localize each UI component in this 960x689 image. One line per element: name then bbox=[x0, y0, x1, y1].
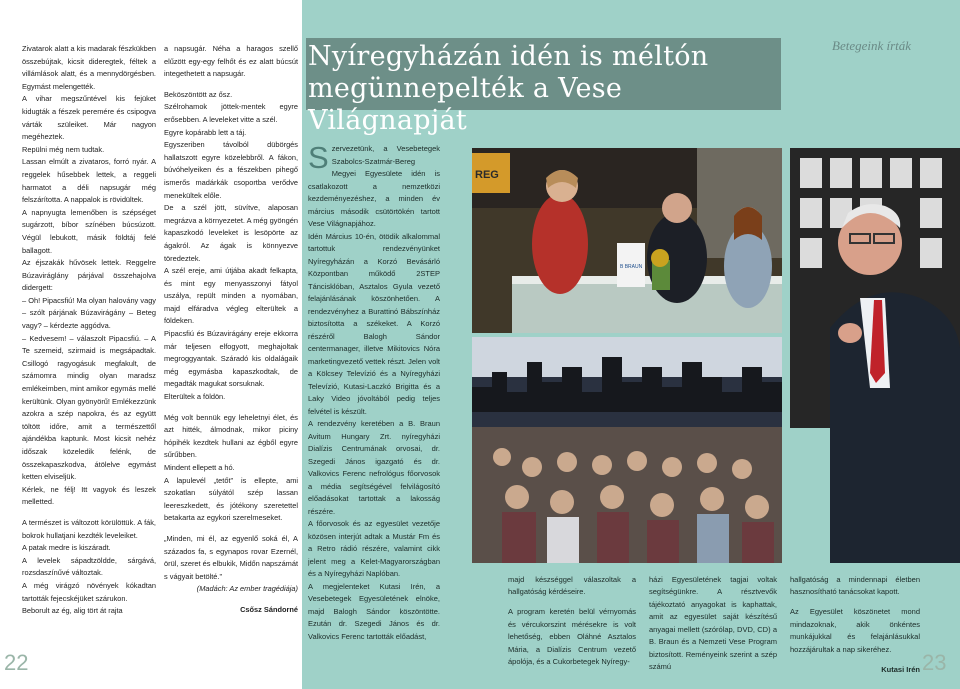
paragraph: Mindent ellepett a hó. bbox=[164, 463, 235, 472]
paragraph: A vihar megszűntével kis fejüket kidugták a fészek peremére és csipogva várták szüleiket. Már nagyon megéheztek. bbox=[22, 94, 156, 142]
paragraph: Kérlek, ne félj! Itt vagyok és leszek melletted. bbox=[22, 484, 156, 507]
paragraph: A rendezvény keretében a B. Braun Avitum Hungary Zrt. nyíregyházi Dialízis Centrumának orvosai, dr. Szegedi János igazgató és dr. Valkovics Ferenc nefrológus főorvosok a média segítségével felvilágosító előadásokat tartottak a lakosság részére. bbox=[308, 419, 440, 516]
section-label: Betegeink írták bbox=[832, 38, 912, 53]
paragraph: Pipacsfiú és Búzavirágány ereje ekkorra már teljesen elfogyott, meghajoltak megroggyantak. Száradó kis oldalágaik még egymásba kapaszkodtak, de megadták magukat sorsuknak. bbox=[164, 329, 298, 389]
paragraph: Egyre kopárabb lett a táj. bbox=[164, 127, 247, 137]
paragraph: Idén Március 10-én, ötödik alkalommal tartottuk rendezvényünket Nyíregyházán a Korzó Bevásárló Központban működő 2STEP Táncisklóban, Asztalos Gyula vezető felajánlásának köszönhetően. A rendezvényhez a Burattinó Bábszínház biztosította a székeket. A Korzó részéről Balogh Sándor centermanager, illetve Mikitovics Nóra marketingvezető vettek részt. Jelen volt a Kölcsey Televízió és a Nyíregyházi Televízió, Kutasi-Laczkó Brigitta és a Laky Video jóvoltából pedig teljes felvétel is készült. bbox=[308, 231, 440, 416]
paragraph: A megjelenteket Kutasi Irén, a Vesebetegek Egyesületének elnöke, majd Balogh Sándor köszöntötte. Ezután dr. Szegedi János és dr. Valkovics Ferenc tartották előadást, bbox=[308, 581, 440, 641]
article-bottom-column-2 bbox=[649, 566, 777, 681]
poem-quote: „Minden, mi él, az egyenlő soká él, A százados fa, s egynapos rovar Ezernél, örül, szeret és elbukik, Midőn napszámát s vágyait betölté.” bbox=[164, 533, 298, 581]
paragraph bbox=[308, 143, 440, 231]
braun-sign-text: B BRAUN bbox=[620, 264, 643, 270]
title-line-2: megünnepelték a Vese Világnapját bbox=[308, 73, 623, 136]
paragraph: Zivatarok alatt a kis madarak fészkükben összebújtak, kicsit dideregtek, féltek a villámlások alatt, és a mennydörgésben. Egymást melengették. bbox=[22, 44, 156, 91]
title-line-1: Nyíregyházán idén is méltón bbox=[308, 41, 709, 72]
author-signature: Csősz Sándorné bbox=[240, 604, 298, 614]
page-number-left: 22 bbox=[4, 650, 29, 675]
paragraph: A főorvosok és az egyesület vezetője közösen interjút adtak a Mustár Fm és a Retro rádió részére, valamint cikk jelent meg a Kelet-Magyarországban és a Nyíregyházi Naplóban. bbox=[308, 519, 440, 578]
paragraph: A napnyugta lemenőben is szépséget sugárzott, bíbor színében búcsúzott. Végül lebukott, másik földtáj felé ballagott. bbox=[22, 207, 156, 255]
paragraph: Egyszeriben távolból dübörgés hallatszott egyre közelebbről. A fákon, búvóhelyeiken és a fészekben pihegő ismerős madárkák csoportba verődve menekültek előle. bbox=[164, 140, 298, 200]
paragraph: A program keretén belül vérnyomás és vércukorszint mérésekre is volt lehetőség, ebben Oláhné Asztalos Mária, a Dialízis Centrum vezető ápolója, és a Cukorbetegek Nyíregy- bbox=[508, 607, 636, 666]
paragraph: A még virágzó növények kókadtan tartották fejecskéjüket szárukon. bbox=[22, 580, 156, 603]
photo-speaker bbox=[790, 148, 960, 563]
photo-presenters bbox=[472, 148, 782, 333]
article-bottom-column-1 bbox=[508, 566, 636, 681]
paragraph: Beköszöntött az ősz. bbox=[164, 89, 233, 99]
page-number-right: 23 bbox=[922, 650, 947, 675]
paragraph: házi Egyesületének tagjai voltak segítségünkre. A résztvevők tájékoztató anyagokat is kaphattak, amit az egyesület saját készítésű anyagai mellett (szórólap, DVD, CD) a B. Braun és a Nemzeti Vese Program biztosított. Reményeink szerint a szép számú bbox=[649, 574, 777, 671]
poem-source: (Madách: Az ember tragédiája) bbox=[196, 584, 298, 594]
paragraph: – Oh! Pipacsfiú! Ma olyan halovány vagy – szólt párjának Búzavirágány – Beteg vagy? – kérdezte aggódva. bbox=[22, 295, 156, 331]
paragraph: A természet is változott körülöttük. A fák, bokrok hullatjani kezdték leveleiket. bbox=[22, 517, 156, 540]
paragraph: A patak medre is kiszáradt. bbox=[22, 543, 111, 553]
paragraph: Az Egyesület köszönetet mond mindazoknak, akik önkéntes munkájukkal és felajánlásukkal hozzájárultak a nap sikeréhez. bbox=[790, 607, 920, 654]
banner-text: REG bbox=[475, 169, 499, 181]
article-column-1 bbox=[308, 143, 440, 683]
photo-audience bbox=[472, 337, 782, 563]
article-title bbox=[306, 38, 781, 136]
article-bottom-column-3 bbox=[790, 566, 920, 681]
paragraph: A lapulevél „tetőt” is ellepte, ami szokatlan súlyától szép lassan leereszkedett, és jótékony szeretettel betakarta az egykori szerelmeseket. bbox=[164, 475, 298, 523]
story-column-2 bbox=[164, 43, 298, 658]
paragraph: – Kedvesem! – válaszolt Pipacsfiú. – A Te szemeid, szirmaid is megsápadtak. Csillogó ragyogásuk megfakult, de számomra mindig olyan maradsz emlékeimben, mint amikor egymás mellé kerültünk. Olyan gyönyörű! Emlékezzünk azokra a szép napokra, és az együtt töltött időre, amit a természettől ajándékba kaptunk. Most kicsit nehéz időszak közeledik felénk, de összekapaszkodva, átölelve egymást ketten elviseljük. bbox=[22, 333, 156, 482]
paragraph: Még volt bennük egy leheletnyi élet, és azt hitték, álmodnak, mikor piciny hópihék kezdtek hullani az égből egyre sűrűbben. bbox=[164, 412, 298, 460]
paragraph: hallgatóság a mindennapi életben hasznosítható tanácsokat kapott. bbox=[790, 574, 920, 596]
paragraph: De a szél jött, süvítve, alaposan megrázva a környezetet. A még gyöngén kapaszkodó leveleket is lesöpörte az ágakról. Az ágak is könnyezve töredeztek. bbox=[164, 203, 298, 263]
paragraph: A szél ereje, ami útjába akadt felkapta, és mint egy menyasszonyi fátyol uszálya, repült minden a nyomában, majd elfáradva végleg elterültek a földeken. bbox=[164, 266, 298, 326]
paragraph: Lassan elmúlt a zivataros, forró nyár. A reggelek hűsebbek lettek, a reggeli harmatot a déli napsugár még felszárította. A nappalok is rövidültek. bbox=[22, 157, 156, 205]
dropcap: S bbox=[308, 143, 329, 175]
paragraph: Szélrohamok jöttek-mentek egyre erősebben. A leveleket vitte a szél. bbox=[164, 102, 298, 124]
paragraph: Repülni még nem tudtak. bbox=[22, 144, 105, 154]
author-signature: Kutasi Irén bbox=[881, 664, 920, 674]
paragraph: A levelek sápadtzöldde, sárgává, rozsdaszínűvé változtak. bbox=[22, 555, 156, 578]
paragraph: Elterültek a földön. bbox=[164, 392, 226, 402]
paragraph: a napsugár. Néha a haragos szellő elűzött egy-egy felhőt és ez alatt búcsút integethetett a napsugár. bbox=[164, 44, 298, 79]
left-page bbox=[0, 0, 302, 689]
paragraph: majd készséggel válaszoltak a hallgatóság kérdéseire. bbox=[508, 574, 636, 596]
paragraph-text: zervezetünk, a Vesebetegek Szabolcs-Szatmár-Bereg Megyei Egyesülete idén is csatlakozott a nemzetközi kezdeményezéshez, a minden év március második csütörtökén tartott Vese Világnapjához. bbox=[308, 144, 440, 228]
paragraph: Az éjszakák hűvösek lettek. Reggelre Búzaviráglány párjával összehajolva didergett: bbox=[22, 258, 156, 293]
paragraph: Beborult az ég, alig tört át rajta bbox=[22, 606, 123, 616]
story-column-1 bbox=[22, 43, 156, 643]
